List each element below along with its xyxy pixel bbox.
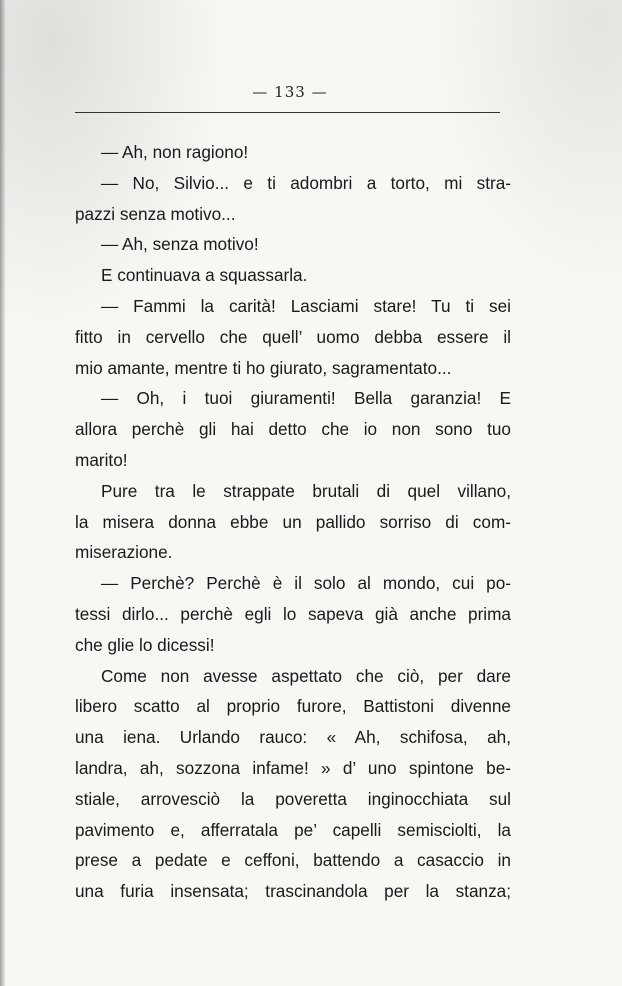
text-line: prese a pedate e ceffoni, battendo a casaccio in bbox=[75, 850, 511, 871]
text-line: landra, ah, sozzona infame! » d’ uno spintone be- bbox=[75, 757, 511, 778]
text-line: mio amante, mentre ti ho giurato, sagramentato... bbox=[75, 357, 452, 378]
text-line: marito! bbox=[75, 449, 128, 470]
text-line: — Perchè? Perchè è il solo al mondo, cui po- bbox=[101, 573, 511, 594]
text-line: stiale, arrovesciò la poveretta inginocchiata sul bbox=[75, 788, 511, 809]
page-number: — 133 — bbox=[252, 83, 328, 101]
body-text bbox=[75, 137, 511, 907]
text-line: fitto in cervello che quell’ uomo debba essere il bbox=[75, 326, 511, 347]
text-line: una furia insensata; trascinandola per la stanza; bbox=[75, 881, 511, 902]
text-line: E continuava a squassarla. bbox=[101, 265, 308, 286]
text-line: — Fammi la carità! Lasciami stare! Tu ti sei bbox=[101, 295, 511, 316]
text-line: pavimento e, afferratala pe’ capelli semisciolti, la bbox=[75, 819, 511, 840]
text-line: che glie lo dicessi! bbox=[75, 634, 215, 655]
text-line: — Oh, i tuoi giuramenti! Bella garanzia! E bbox=[101, 388, 511, 409]
text-line: Pure tra le strappate brutali di quel villano, bbox=[101, 480, 511, 501]
text-line: Come non avesse aspettato che ciò, per dare bbox=[101, 665, 511, 686]
text-line: allora perchè gli hai detto che io non sono tuo bbox=[75, 419, 511, 440]
text-line: miserazione. bbox=[75, 542, 173, 563]
text-line: una iena. Urlando rauco: « Ah, schifosa, ah, bbox=[75, 727, 511, 748]
text-line: tessi dirlo... perchè egli lo sapeva già anche prima bbox=[75, 603, 511, 624]
text-line: libero scatto al proprio furore, Battistoni divenne bbox=[75, 696, 511, 717]
header-rule bbox=[75, 112, 500, 113]
text-line: — Ah, non ragiono! bbox=[101, 142, 249, 162]
text-line: pazzi senza motivo... bbox=[75, 203, 236, 224]
text-line: — Ah, senza motivo! bbox=[101, 234, 259, 255]
text-line: la misera donna ebbe un pallido sorriso di com- bbox=[75, 511, 511, 532]
text-line: — No, Silvio... e ti adombri a torto, mi stra- bbox=[101, 172, 511, 193]
page-edge-shadow bbox=[0, 0, 6, 986]
